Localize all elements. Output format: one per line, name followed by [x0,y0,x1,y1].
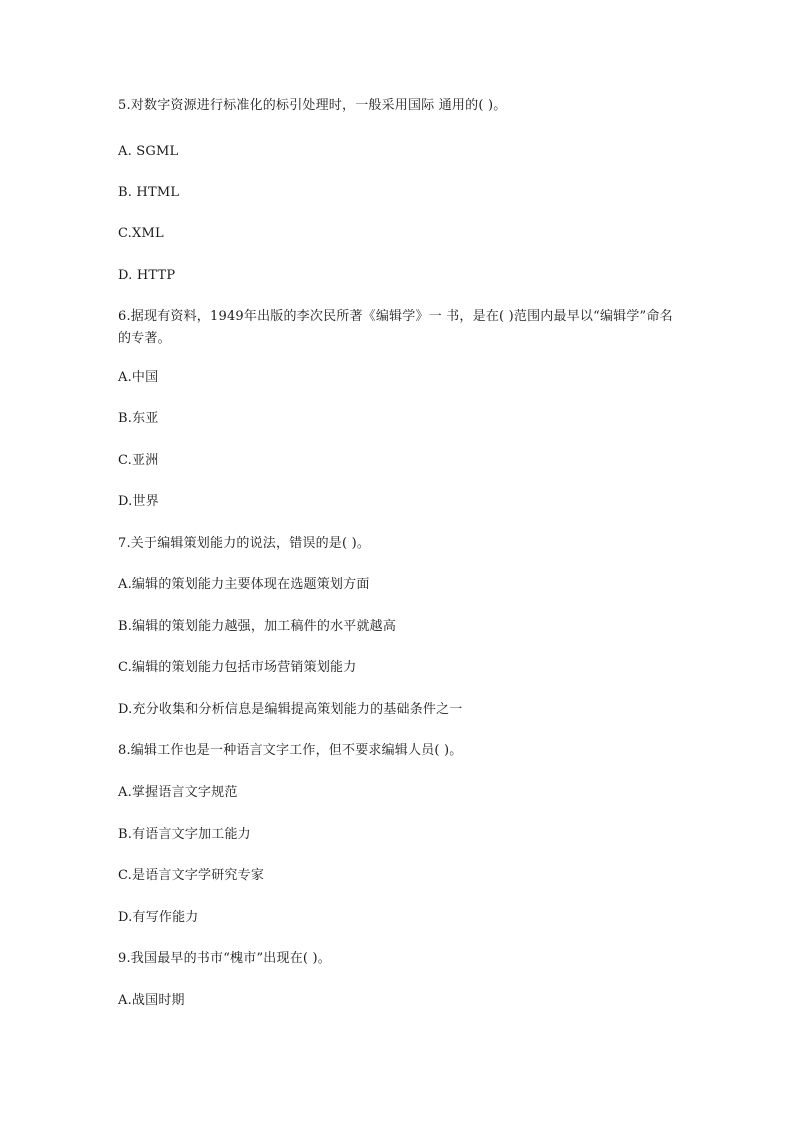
question-9-stem: 9.我国最早的书市“槐市”出现在( )。 [118,951,331,966]
question-6-stem: 6.据现有资料，1949年出版的李次民所著《编辑学》一 书，是在( )范围内最早以“编辑学”命名的专著。 [118,309,673,346]
question-5-stem: 5.对数字资源进行标准化的标引处理时，一般采用国际 通用的( )。 [118,98,507,113]
question-5-option-c: C.XML [118,226,164,241]
question-7-stem: 7.关于编辑策划能力的说法，错误的是( )。 [118,536,371,551]
question-9-option-a: A.战国时期 [118,993,185,1008]
question-6-option-d: D.世界 [118,494,159,509]
question-7-option-b: B.编辑的策划能力越强，加工稿件的水平就越高 [118,619,397,634]
question-8-stem: 8.编辑工作也是一种语言文字工作，但不要求编辑人员( )。 [118,743,463,758]
question-8-option-c: C.是语言文字学研究专家 [118,868,265,883]
question-7-option-d: D.充分收集和分析信息是编辑提高策划能力的基础条件之一 [118,702,463,717]
question-5-option-d: D. HTTP [118,268,176,283]
question-8-option-b: B.有语言文字加工能力 [118,827,251,842]
question-8-option-d: D.有写作能力 [118,910,199,925]
question-7-option-a: A.编辑的策划能力主要体现在选题策划方面 [118,577,370,592]
question-6-option-c: C.亚洲 [118,453,159,468]
question-6-option-a: A.中国 [118,370,159,385]
question-5-option-b: B. HTML [118,185,180,200]
question-6-option-b: B.东亚 [118,411,159,426]
question-5-option-a: A. SGML [118,144,179,159]
question-8-option-a: A.掌握语言文字规范 [118,785,238,800]
question-7-option-c: C.编辑的策划能力包括市场营销策划能力 [118,660,357,675]
